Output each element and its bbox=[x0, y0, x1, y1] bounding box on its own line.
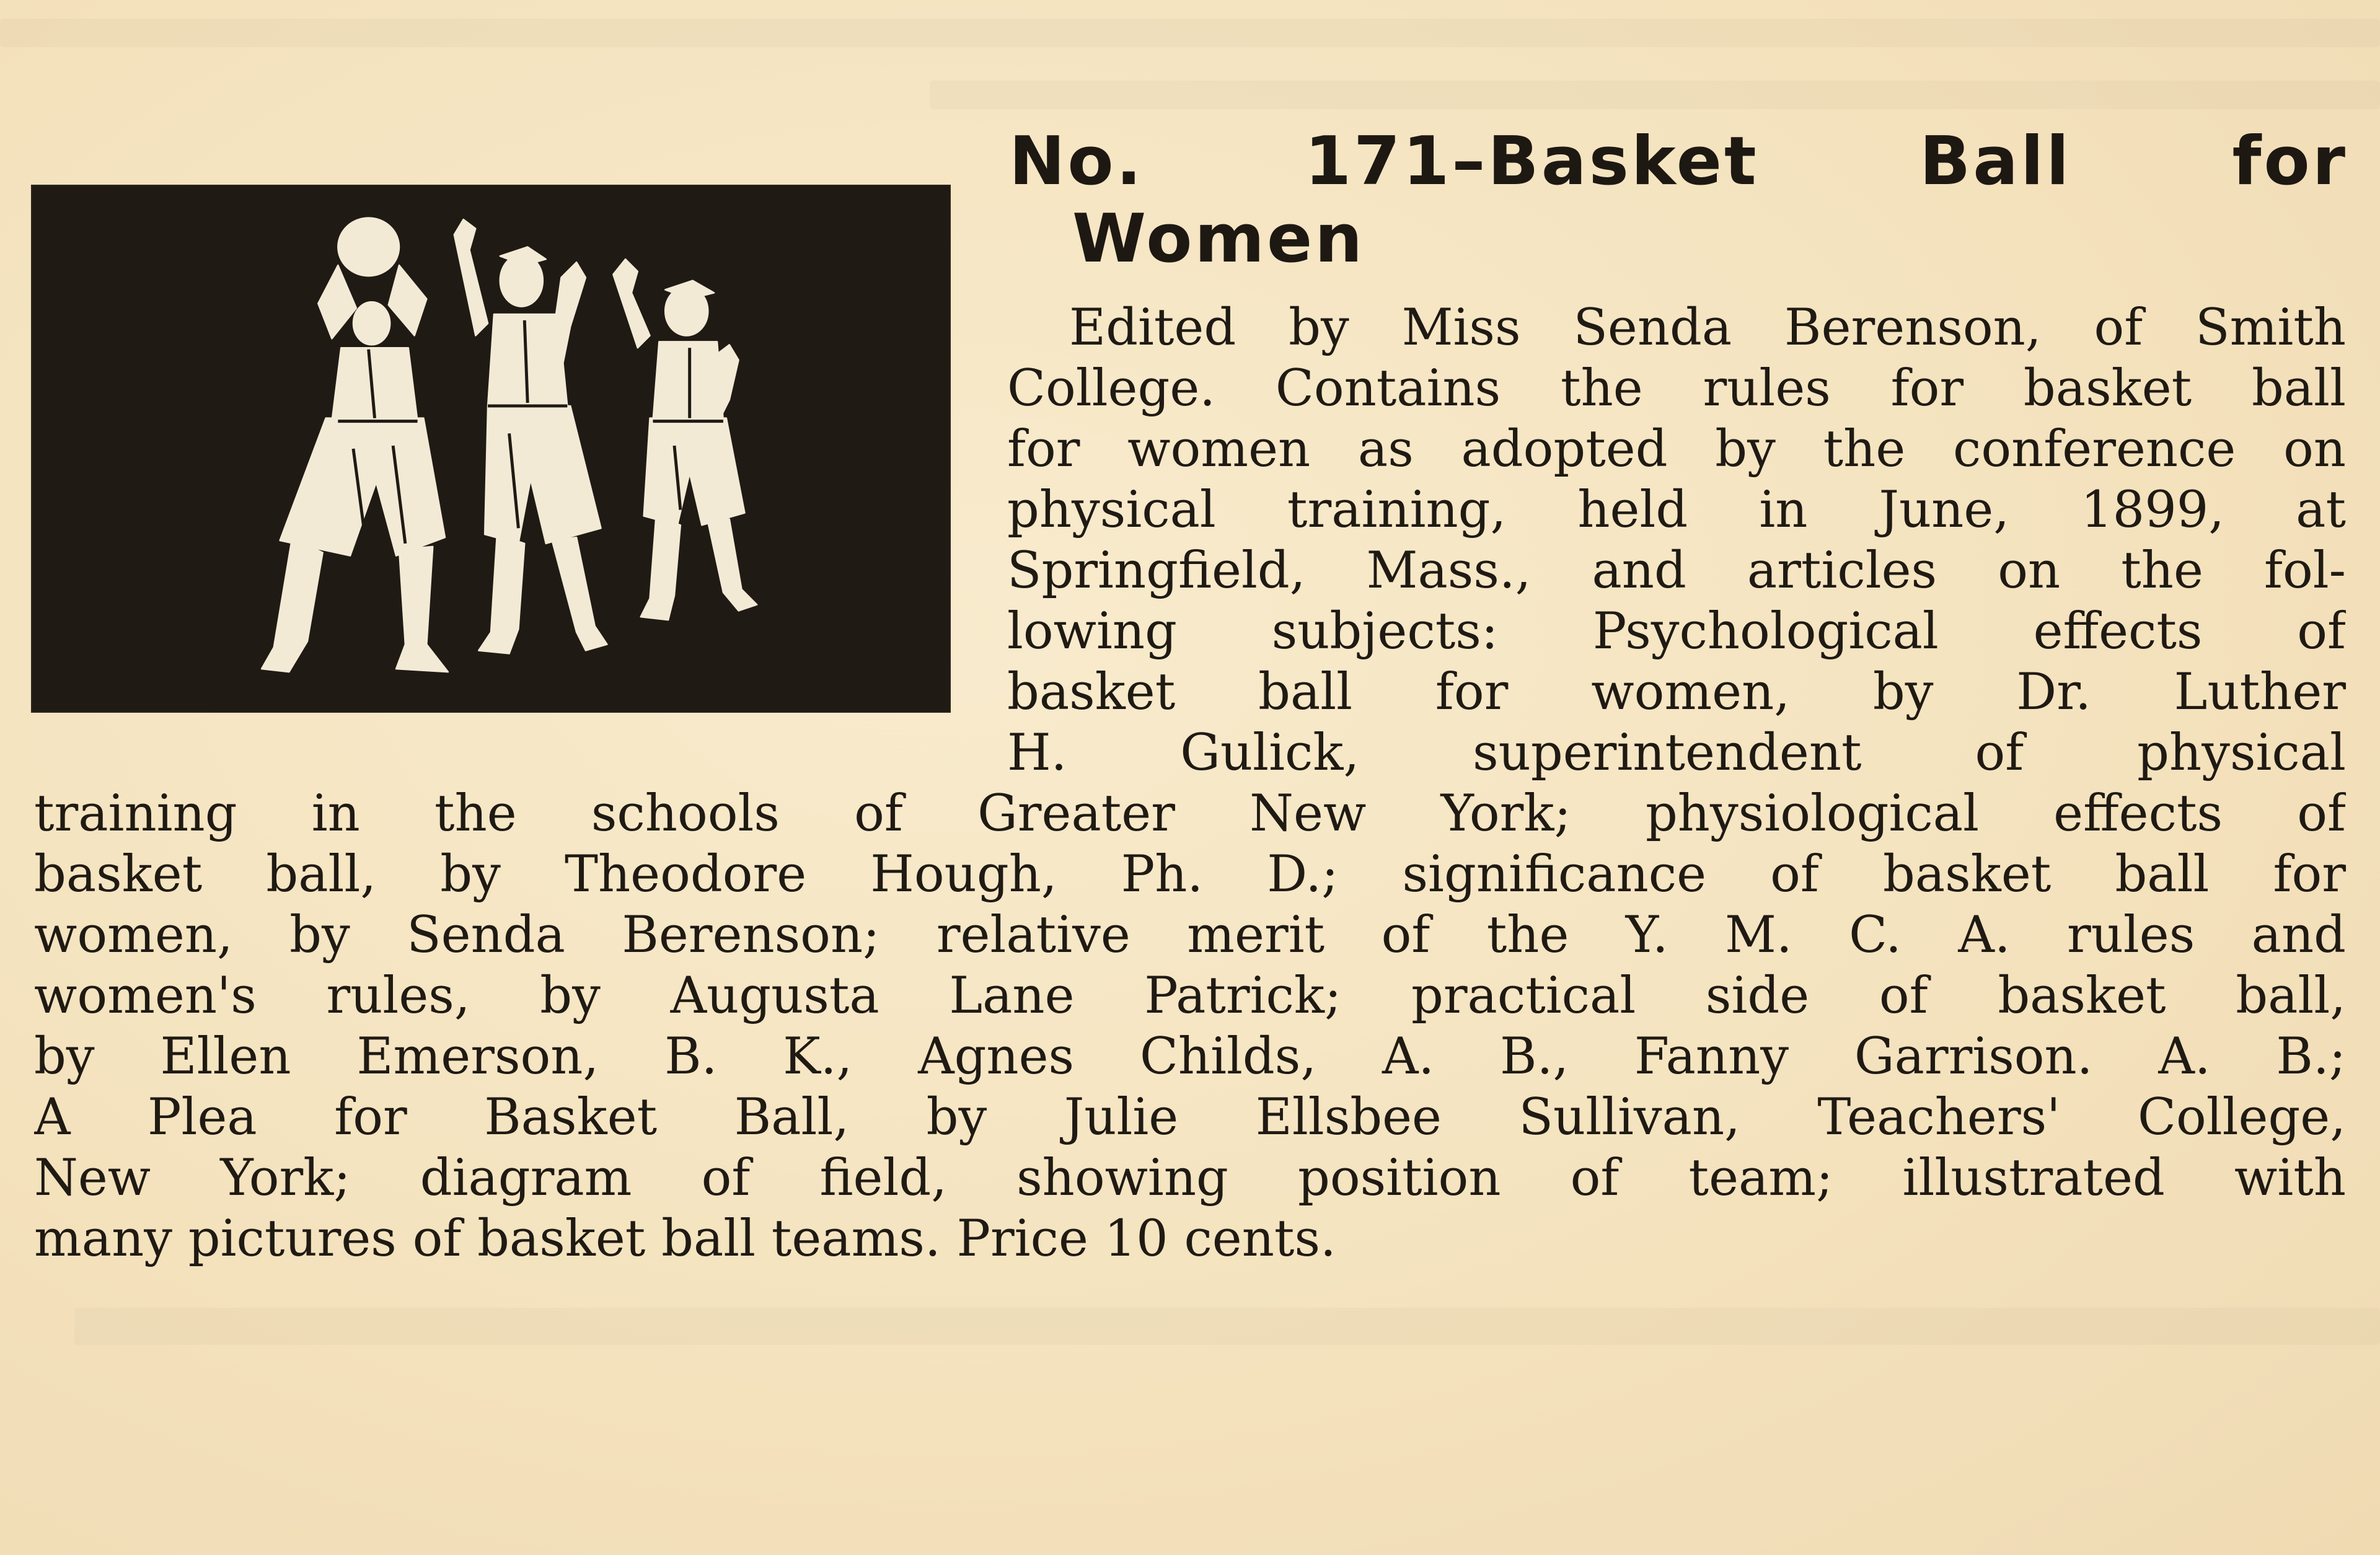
body-line: women's rules, by Augusta Lane Patrick; practical side of basket ball, bbox=[34, 967, 2346, 1025]
body-line: H. Gulick, superintendent of physical bbox=[1007, 724, 2346, 782]
body-line: by Ellen Emerson, B. K., Agnes Childs, A. B., Fanny Garrison. A. B.; bbox=[34, 1028, 2346, 1086]
body-line: lowing subjects: Psychological effects of bbox=[1007, 602, 2346, 661]
body-line: New York; diagram of field, showing position of team; illustrated with bbox=[34, 1149, 2346, 1207]
body-line: physical training, held in June, 1899, at bbox=[1007, 481, 2346, 539]
bleed-through-band bbox=[74, 1308, 2380, 1345]
body-line: basket ball for women, by Dr. Luther bbox=[1007, 663, 2346, 721]
body-line: basket ball, by Theodore Hough, Ph. D.; significance of basket ball for bbox=[34, 845, 2346, 904]
basketball-players-woodcut-icon bbox=[32, 186, 950, 711]
bleed-through-band bbox=[0, 19, 2380, 47]
body-line: Springfield, Mass., and articles on the fol- bbox=[1007, 542, 2346, 600]
body-line: women, by Senda Berenson; relative merit of the Y. M. C. A. rules and bbox=[34, 906, 2346, 964]
bleed-through-band bbox=[930, 81, 2380, 109]
body-line: for women as adopted by the conference on bbox=[1007, 420, 2346, 478]
article-title-line-1: No. 171–Basket Ball for bbox=[1009, 123, 2348, 200]
body-line: College. Contains the rules for basket ball bbox=[1007, 359, 2346, 418]
body-line: Edited by Miss Senda Berenson, of Smith bbox=[1069, 299, 2346, 357]
article-title-line-2: Women bbox=[1072, 200, 1365, 278]
body-line: A Plea for Basket Ball, by Julie Ellsbee Sullivan, Teachers' College, bbox=[34, 1088, 2346, 1147]
body-line-last: many pictures of basket ball teams. Price 10 cents. bbox=[34, 1210, 1336, 1268]
body-line: training in the schools of Greater New York; physiological effects of bbox=[34, 785, 2346, 843]
